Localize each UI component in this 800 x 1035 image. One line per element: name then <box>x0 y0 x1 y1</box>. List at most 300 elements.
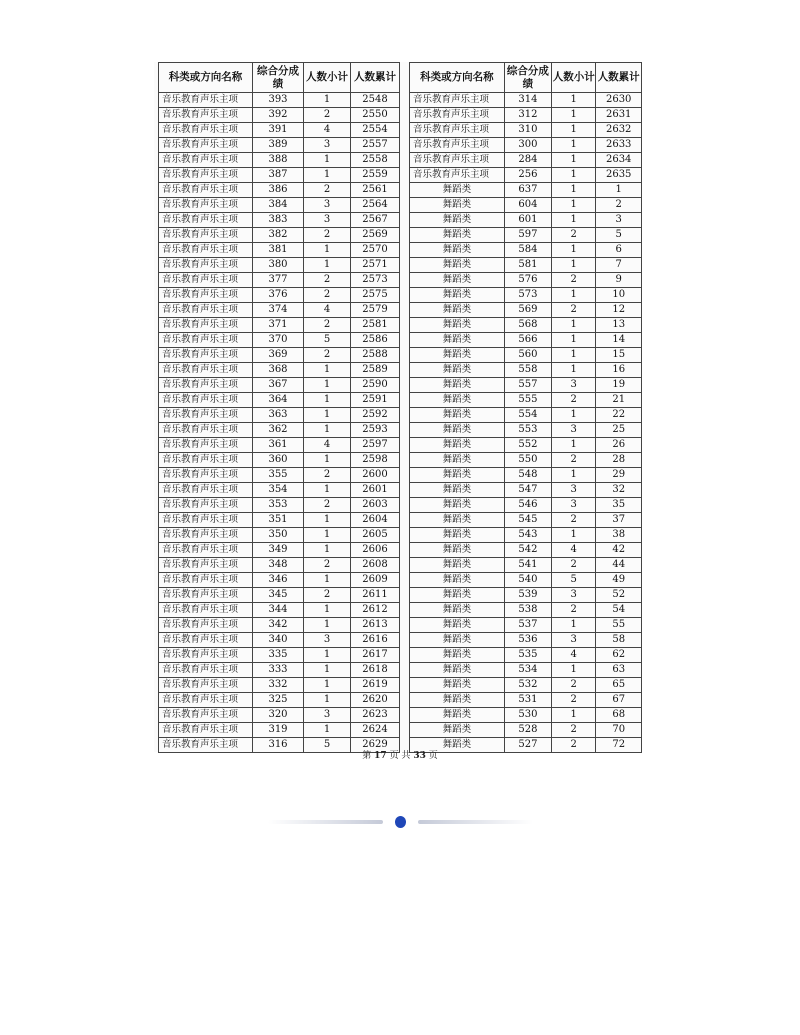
cell-score: 335 <box>253 648 304 663</box>
cell-category: 舞蹈类 <box>410 363 505 378</box>
cell-score: 377 <box>253 273 304 288</box>
cell-category: 音乐教育声乐主项 <box>159 378 253 393</box>
table-row <box>410 213 642 228</box>
table-row <box>159 708 400 723</box>
cell-score: 597 <box>504 228 551 243</box>
cell-score: 349 <box>253 543 304 558</box>
cell-cumulative: 2548 <box>351 93 400 108</box>
cell-count: 2 <box>552 513 596 528</box>
cell-category: 舞蹈类 <box>410 483 505 498</box>
cell-cumulative: 2581 <box>351 318 400 333</box>
cell-cumulative: 16 <box>596 363 642 378</box>
cell-category: 音乐教育声乐主项 <box>159 243 253 258</box>
table-row <box>159 678 400 693</box>
header-category: 科类或方向名称 <box>159 63 253 93</box>
table-row <box>159 363 400 378</box>
cell-count: 1 <box>304 378 351 393</box>
cell-cumulative: 2631 <box>596 108 642 123</box>
cell-category: 音乐教育声乐主项 <box>159 108 253 123</box>
cell-cumulative: 2608 <box>351 558 400 573</box>
cell-score: 537 <box>504 618 551 633</box>
cell-count: 2 <box>552 393 596 408</box>
cell-cumulative: 58 <box>596 633 642 648</box>
table-row <box>159 258 400 273</box>
table-row <box>410 288 642 303</box>
cell-score: 362 <box>253 423 304 438</box>
cell-count: 1 <box>304 153 351 168</box>
cell-category: 舞蹈类 <box>410 498 505 513</box>
cell-score: 388 <box>253 153 304 168</box>
cell-count: 1 <box>552 288 596 303</box>
cell-count: 3 <box>304 198 351 213</box>
table-row <box>410 243 642 258</box>
cell-cumulative: 2604 <box>351 513 400 528</box>
cell-score: 604 <box>504 198 551 213</box>
cell-count: 2 <box>304 318 351 333</box>
cell-category: 舞蹈类 <box>410 243 505 258</box>
cell-cumulative: 54 <box>596 603 642 618</box>
cell-score: 350 <box>253 528 304 543</box>
table-row <box>410 273 642 288</box>
cell-score: 384 <box>253 198 304 213</box>
cell-count: 3 <box>304 138 351 153</box>
cell-count: 1 <box>552 618 596 633</box>
table-row <box>410 543 642 558</box>
table-row <box>159 318 400 333</box>
cell-cumulative: 2605 <box>351 528 400 543</box>
cell-score: 367 <box>253 378 304 393</box>
score-table-right <box>409 62 642 753</box>
cell-score: 552 <box>504 438 551 453</box>
cell-score: 576 <box>504 273 551 288</box>
cell-category: 舞蹈类 <box>410 288 505 303</box>
cell-cumulative: 63 <box>596 663 642 678</box>
cell-category: 音乐教育声乐主项 <box>159 168 253 183</box>
table-row <box>159 498 400 513</box>
cell-cumulative: 72 <box>596 738 642 753</box>
cell-category: 舞蹈类 <box>410 423 505 438</box>
cell-cumulative: 2571 <box>351 258 400 273</box>
cell-count: 2 <box>304 348 351 363</box>
cell-count: 1 <box>552 168 596 183</box>
table-row <box>410 603 642 618</box>
cell-category: 音乐教育声乐主项 <box>159 513 253 528</box>
cell-score: 381 <box>253 243 304 258</box>
cell-cumulative: 67 <box>596 693 642 708</box>
cell-score: 573 <box>504 288 551 303</box>
cell-category: 舞蹈类 <box>410 468 505 483</box>
header-count: 人数小计 <box>304 63 351 93</box>
table-row <box>159 273 400 288</box>
cell-count: 1 <box>552 333 596 348</box>
cell-score: 333 <box>253 663 304 678</box>
cell-count: 1 <box>304 93 351 108</box>
table-row <box>410 423 642 438</box>
cell-category: 音乐教育声乐主项 <box>159 723 253 738</box>
footer-middle: 页 共 <box>389 751 411 761</box>
cell-score: 344 <box>253 603 304 618</box>
cell-count: 1 <box>304 258 351 273</box>
table-row <box>159 588 400 603</box>
cell-category: 舞蹈类 <box>410 648 505 663</box>
cell-count: 2 <box>552 303 596 318</box>
cell-count: 3 <box>552 423 596 438</box>
table-row <box>159 438 400 453</box>
cell-count: 1 <box>304 453 351 468</box>
cell-count: 1 <box>552 258 596 273</box>
cell-count: 2 <box>552 603 596 618</box>
cell-count: 2 <box>552 453 596 468</box>
cell-score: 353 <box>253 498 304 513</box>
cell-cumulative: 2629 <box>351 738 400 753</box>
table-row <box>159 288 400 303</box>
cell-category: 音乐教育声乐主项 <box>159 318 253 333</box>
cell-cumulative: 2620 <box>351 693 400 708</box>
cell-score: 319 <box>253 723 304 738</box>
cell-category: 音乐教育声乐主项 <box>159 678 253 693</box>
cell-score: 560 <box>504 348 551 363</box>
cell-score: 568 <box>504 318 551 333</box>
cell-category: 音乐教育声乐主项 <box>159 558 253 573</box>
table-row <box>159 558 400 573</box>
cell-count: 1 <box>552 93 596 108</box>
cell-category: 音乐教育声乐主项 <box>159 288 253 303</box>
cell-category: 舞蹈类 <box>410 258 505 273</box>
table-row <box>159 543 400 558</box>
cell-score: 539 <box>504 588 551 603</box>
document-page <box>154 62 642 752</box>
cell-cumulative: 2597 <box>351 438 400 453</box>
table-row <box>410 558 642 573</box>
cell-count: 1 <box>304 243 351 258</box>
table-row <box>410 138 642 153</box>
cell-score: 345 <box>253 588 304 603</box>
cell-count: 2 <box>552 558 596 573</box>
cell-count: 1 <box>304 543 351 558</box>
cell-category: 舞蹈类 <box>410 633 505 648</box>
cell-category: 音乐教育声乐主项 <box>159 663 253 678</box>
cell-score: 310 <box>504 123 551 138</box>
cell-score: 581 <box>504 258 551 273</box>
table-row <box>410 93 642 108</box>
cell-cumulative: 2591 <box>351 393 400 408</box>
cell-score: 354 <box>253 483 304 498</box>
cell-cumulative: 10 <box>596 288 642 303</box>
cell-score: 545 <box>504 513 551 528</box>
cell-cumulative: 2616 <box>351 633 400 648</box>
cell-category: 舞蹈类 <box>410 198 505 213</box>
header-category: 科类或方向名称 <box>410 63 505 93</box>
cell-score: 360 <box>253 453 304 468</box>
cell-category: 音乐教育声乐主项 <box>159 333 253 348</box>
table-row <box>410 183 642 198</box>
cell-category: 舞蹈类 <box>410 618 505 633</box>
table-row <box>159 348 400 363</box>
table-row <box>410 618 642 633</box>
table-row <box>159 483 400 498</box>
cell-count: 1 <box>304 603 351 618</box>
cell-cumulative: 6 <box>596 243 642 258</box>
cell-count: 3 <box>552 483 596 498</box>
cell-cumulative: 2561 <box>351 183 400 198</box>
table-row <box>159 168 400 183</box>
table-row <box>410 258 642 273</box>
cell-count: 1 <box>552 318 596 333</box>
table-header-row <box>410 63 642 93</box>
cell-cumulative: 38 <box>596 528 642 543</box>
table-row <box>410 123 642 138</box>
cell-count: 4 <box>552 543 596 558</box>
cell-score: 346 <box>253 573 304 588</box>
page-indicator-dot <box>395 816 406 828</box>
cell-score: 348 <box>253 558 304 573</box>
table-row <box>410 393 642 408</box>
cell-count: 2 <box>304 273 351 288</box>
cell-score: 541 <box>504 558 551 573</box>
table-row <box>410 228 642 243</box>
table-row <box>410 648 642 663</box>
cell-cumulative: 2612 <box>351 603 400 618</box>
table-row <box>410 498 642 513</box>
cell-category: 舞蹈类 <box>410 513 505 528</box>
cell-cumulative: 3 <box>596 213 642 228</box>
table-row <box>410 348 642 363</box>
cell-score: 553 <box>504 423 551 438</box>
cell-category: 音乐教育声乐主项 <box>159 213 253 228</box>
cell-score: 380 <box>253 258 304 273</box>
cell-cumulative: 13 <box>596 318 642 333</box>
cell-cumulative: 2606 <box>351 543 400 558</box>
cell-score: 256 <box>504 168 551 183</box>
cell-cumulative: 2590 <box>351 378 400 393</box>
cell-count: 2 <box>304 468 351 483</box>
cell-count: 1 <box>552 138 596 153</box>
table-row <box>159 108 400 123</box>
cell-score: 314 <box>504 93 551 108</box>
cell-category: 舞蹈类 <box>410 678 505 693</box>
cell-cumulative: 32 <box>596 483 642 498</box>
cell-cumulative: 2611 <box>351 588 400 603</box>
table-row <box>410 513 642 528</box>
table-row <box>159 528 400 543</box>
cell-category: 音乐教育声乐主项 <box>159 348 253 363</box>
cell-category: 舞蹈类 <box>410 528 505 543</box>
footer-total-pages: 33 <box>413 751 426 761</box>
cell-category: 舞蹈类 <box>410 543 505 558</box>
cell-cumulative: 2554 <box>351 123 400 138</box>
table-row <box>159 468 400 483</box>
cell-category: 舞蹈类 <box>410 273 505 288</box>
cell-category: 舞蹈类 <box>410 228 505 243</box>
cell-score: 355 <box>253 468 304 483</box>
cell-category: 音乐教育声乐主项 <box>159 498 253 513</box>
cell-category: 舞蹈类 <box>410 588 505 603</box>
cell-count: 1 <box>552 408 596 423</box>
cell-category: 音乐教育声乐主项 <box>159 708 253 723</box>
cell-category: 音乐教育声乐主项 <box>159 93 253 108</box>
cell-category: 音乐教育声乐主项 <box>159 543 253 558</box>
cell-count: 2 <box>304 228 351 243</box>
cell-count: 1 <box>552 663 596 678</box>
cell-category: 音乐教育声乐主项 <box>159 618 253 633</box>
cell-score: 316 <box>253 738 304 753</box>
table-row <box>159 513 400 528</box>
cell-cumulative: 2586 <box>351 333 400 348</box>
cell-cumulative: 1 <box>596 183 642 198</box>
cell-score: 534 <box>504 663 551 678</box>
cell-score: 383 <box>253 213 304 228</box>
cell-score: 351 <box>253 513 304 528</box>
cell-cumulative: 2617 <box>351 648 400 663</box>
score-table-left <box>158 62 400 753</box>
cell-category: 音乐教育声乐主项 <box>159 408 253 423</box>
table-row <box>159 603 400 618</box>
cell-category: 音乐教育声乐主项 <box>159 273 253 288</box>
cell-category: 音乐教育声乐主项 <box>159 648 253 663</box>
table-row <box>410 408 642 423</box>
cell-count: 1 <box>304 723 351 738</box>
cell-score: 531 <box>504 693 551 708</box>
cell-cumulative: 2618 <box>351 663 400 678</box>
cell-score: 637 <box>504 183 551 198</box>
cell-category: 音乐教育声乐主项 <box>159 588 253 603</box>
cell-cumulative: 2558 <box>351 153 400 168</box>
cell-score: 361 <box>253 438 304 453</box>
cell-cumulative: 2579 <box>351 303 400 318</box>
cell-cumulative: 12 <box>596 303 642 318</box>
cell-category: 音乐教育声乐主项 <box>410 168 505 183</box>
cell-count: 1 <box>552 243 596 258</box>
cell-cumulative: 21 <box>596 393 642 408</box>
cell-category: 舞蹈类 <box>410 693 505 708</box>
cell-category: 音乐教育声乐主项 <box>159 423 253 438</box>
cell-category: 舞蹈类 <box>410 438 505 453</box>
cell-cumulative: 22 <box>596 408 642 423</box>
cell-score: 320 <box>253 708 304 723</box>
cell-cumulative: 42 <box>596 543 642 558</box>
cell-score: 391 <box>253 123 304 138</box>
table-row <box>410 108 642 123</box>
cell-count: 1 <box>552 708 596 723</box>
cell-category: 舞蹈类 <box>410 708 505 723</box>
cell-category: 音乐教育声乐主项 <box>159 303 253 318</box>
cell-score: 382 <box>253 228 304 243</box>
cell-count: 1 <box>304 168 351 183</box>
cell-category: 音乐教育声乐主项 <box>159 183 253 198</box>
cell-cumulative: 2550 <box>351 108 400 123</box>
cell-cumulative: 2575 <box>351 288 400 303</box>
header-score: 综合分成绩 <box>504 63 551 93</box>
cell-score: 300 <box>504 138 551 153</box>
table-row <box>410 693 642 708</box>
cell-count: 1 <box>552 528 596 543</box>
cell-category: 音乐教育声乐主项 <box>410 138 505 153</box>
cell-count: 2 <box>552 273 596 288</box>
cell-cumulative: 2630 <box>596 93 642 108</box>
cell-cumulative: 2634 <box>596 153 642 168</box>
table-row <box>159 303 400 318</box>
table-row <box>159 198 400 213</box>
header-score: 综合分成绩 <box>253 63 304 93</box>
cell-cumulative: 19 <box>596 378 642 393</box>
table-row <box>410 453 642 468</box>
cell-category: 音乐教育声乐主项 <box>159 693 253 708</box>
cell-count: 2 <box>552 693 596 708</box>
cell-category: 音乐教育声乐主项 <box>159 573 253 588</box>
cell-count: 1 <box>304 513 351 528</box>
cell-category: 音乐教育声乐主项 <box>410 123 505 138</box>
cell-cumulative: 2613 <box>351 618 400 633</box>
cell-count: 2 <box>304 588 351 603</box>
table-row <box>159 408 400 423</box>
cell-category: 音乐教育声乐主项 <box>159 738 253 753</box>
cell-cumulative: 2623 <box>351 708 400 723</box>
table-row <box>410 468 642 483</box>
cell-category: 舞蹈类 <box>410 408 505 423</box>
cell-cumulative: 2598 <box>351 453 400 468</box>
table-row <box>159 648 400 663</box>
header-cumulative: 人数累计 <box>351 63 400 93</box>
cell-score: 370 <box>253 333 304 348</box>
cell-category: 舞蹈类 <box>410 738 505 753</box>
cell-category: 舞蹈类 <box>410 573 505 588</box>
cell-cumulative: 9 <box>596 273 642 288</box>
table-row <box>159 153 400 168</box>
cell-count: 1 <box>304 573 351 588</box>
table-row <box>410 168 642 183</box>
cell-count: 1 <box>552 198 596 213</box>
cell-cumulative: 2559 <box>351 168 400 183</box>
cell-score: 374 <box>253 303 304 318</box>
cell-score: 532 <box>504 678 551 693</box>
cell-cumulative: 52 <box>596 588 642 603</box>
cell-category: 舞蹈类 <box>410 663 505 678</box>
cell-cumulative: 26 <box>596 438 642 453</box>
cell-score: 312 <box>504 108 551 123</box>
cell-count: 1 <box>552 348 596 363</box>
cell-category: 音乐教育声乐主项 <box>410 93 505 108</box>
cell-cumulative: 2588 <box>351 348 400 363</box>
cell-count: 1 <box>304 618 351 633</box>
cell-category: 舞蹈类 <box>410 183 505 198</box>
table-row <box>410 678 642 693</box>
cell-category: 舞蹈类 <box>410 378 505 393</box>
divider-bar-left <box>268 820 383 824</box>
cell-count: 2 <box>304 558 351 573</box>
table-row <box>159 333 400 348</box>
table-row <box>159 723 400 738</box>
cell-count: 2 <box>552 228 596 243</box>
cell-count: 1 <box>304 423 351 438</box>
cell-count: 4 <box>304 303 351 318</box>
table-header-row <box>159 63 400 93</box>
table-row <box>410 633 642 648</box>
cell-category: 舞蹈类 <box>410 303 505 318</box>
table-row <box>159 93 400 108</box>
cell-cumulative: 2635 <box>596 168 642 183</box>
cell-category: 音乐教育声乐主项 <box>159 123 253 138</box>
cell-category: 音乐教育声乐主项 <box>159 468 253 483</box>
table-row <box>159 228 400 243</box>
cell-cumulative: 2601 <box>351 483 400 498</box>
cell-score: 569 <box>504 303 551 318</box>
cell-score: 554 <box>504 408 551 423</box>
cell-count: 2 <box>304 183 351 198</box>
table-row <box>410 588 642 603</box>
cell-score: 546 <box>504 498 551 513</box>
cell-category: 舞蹈类 <box>410 558 505 573</box>
cell-score: 389 <box>253 138 304 153</box>
